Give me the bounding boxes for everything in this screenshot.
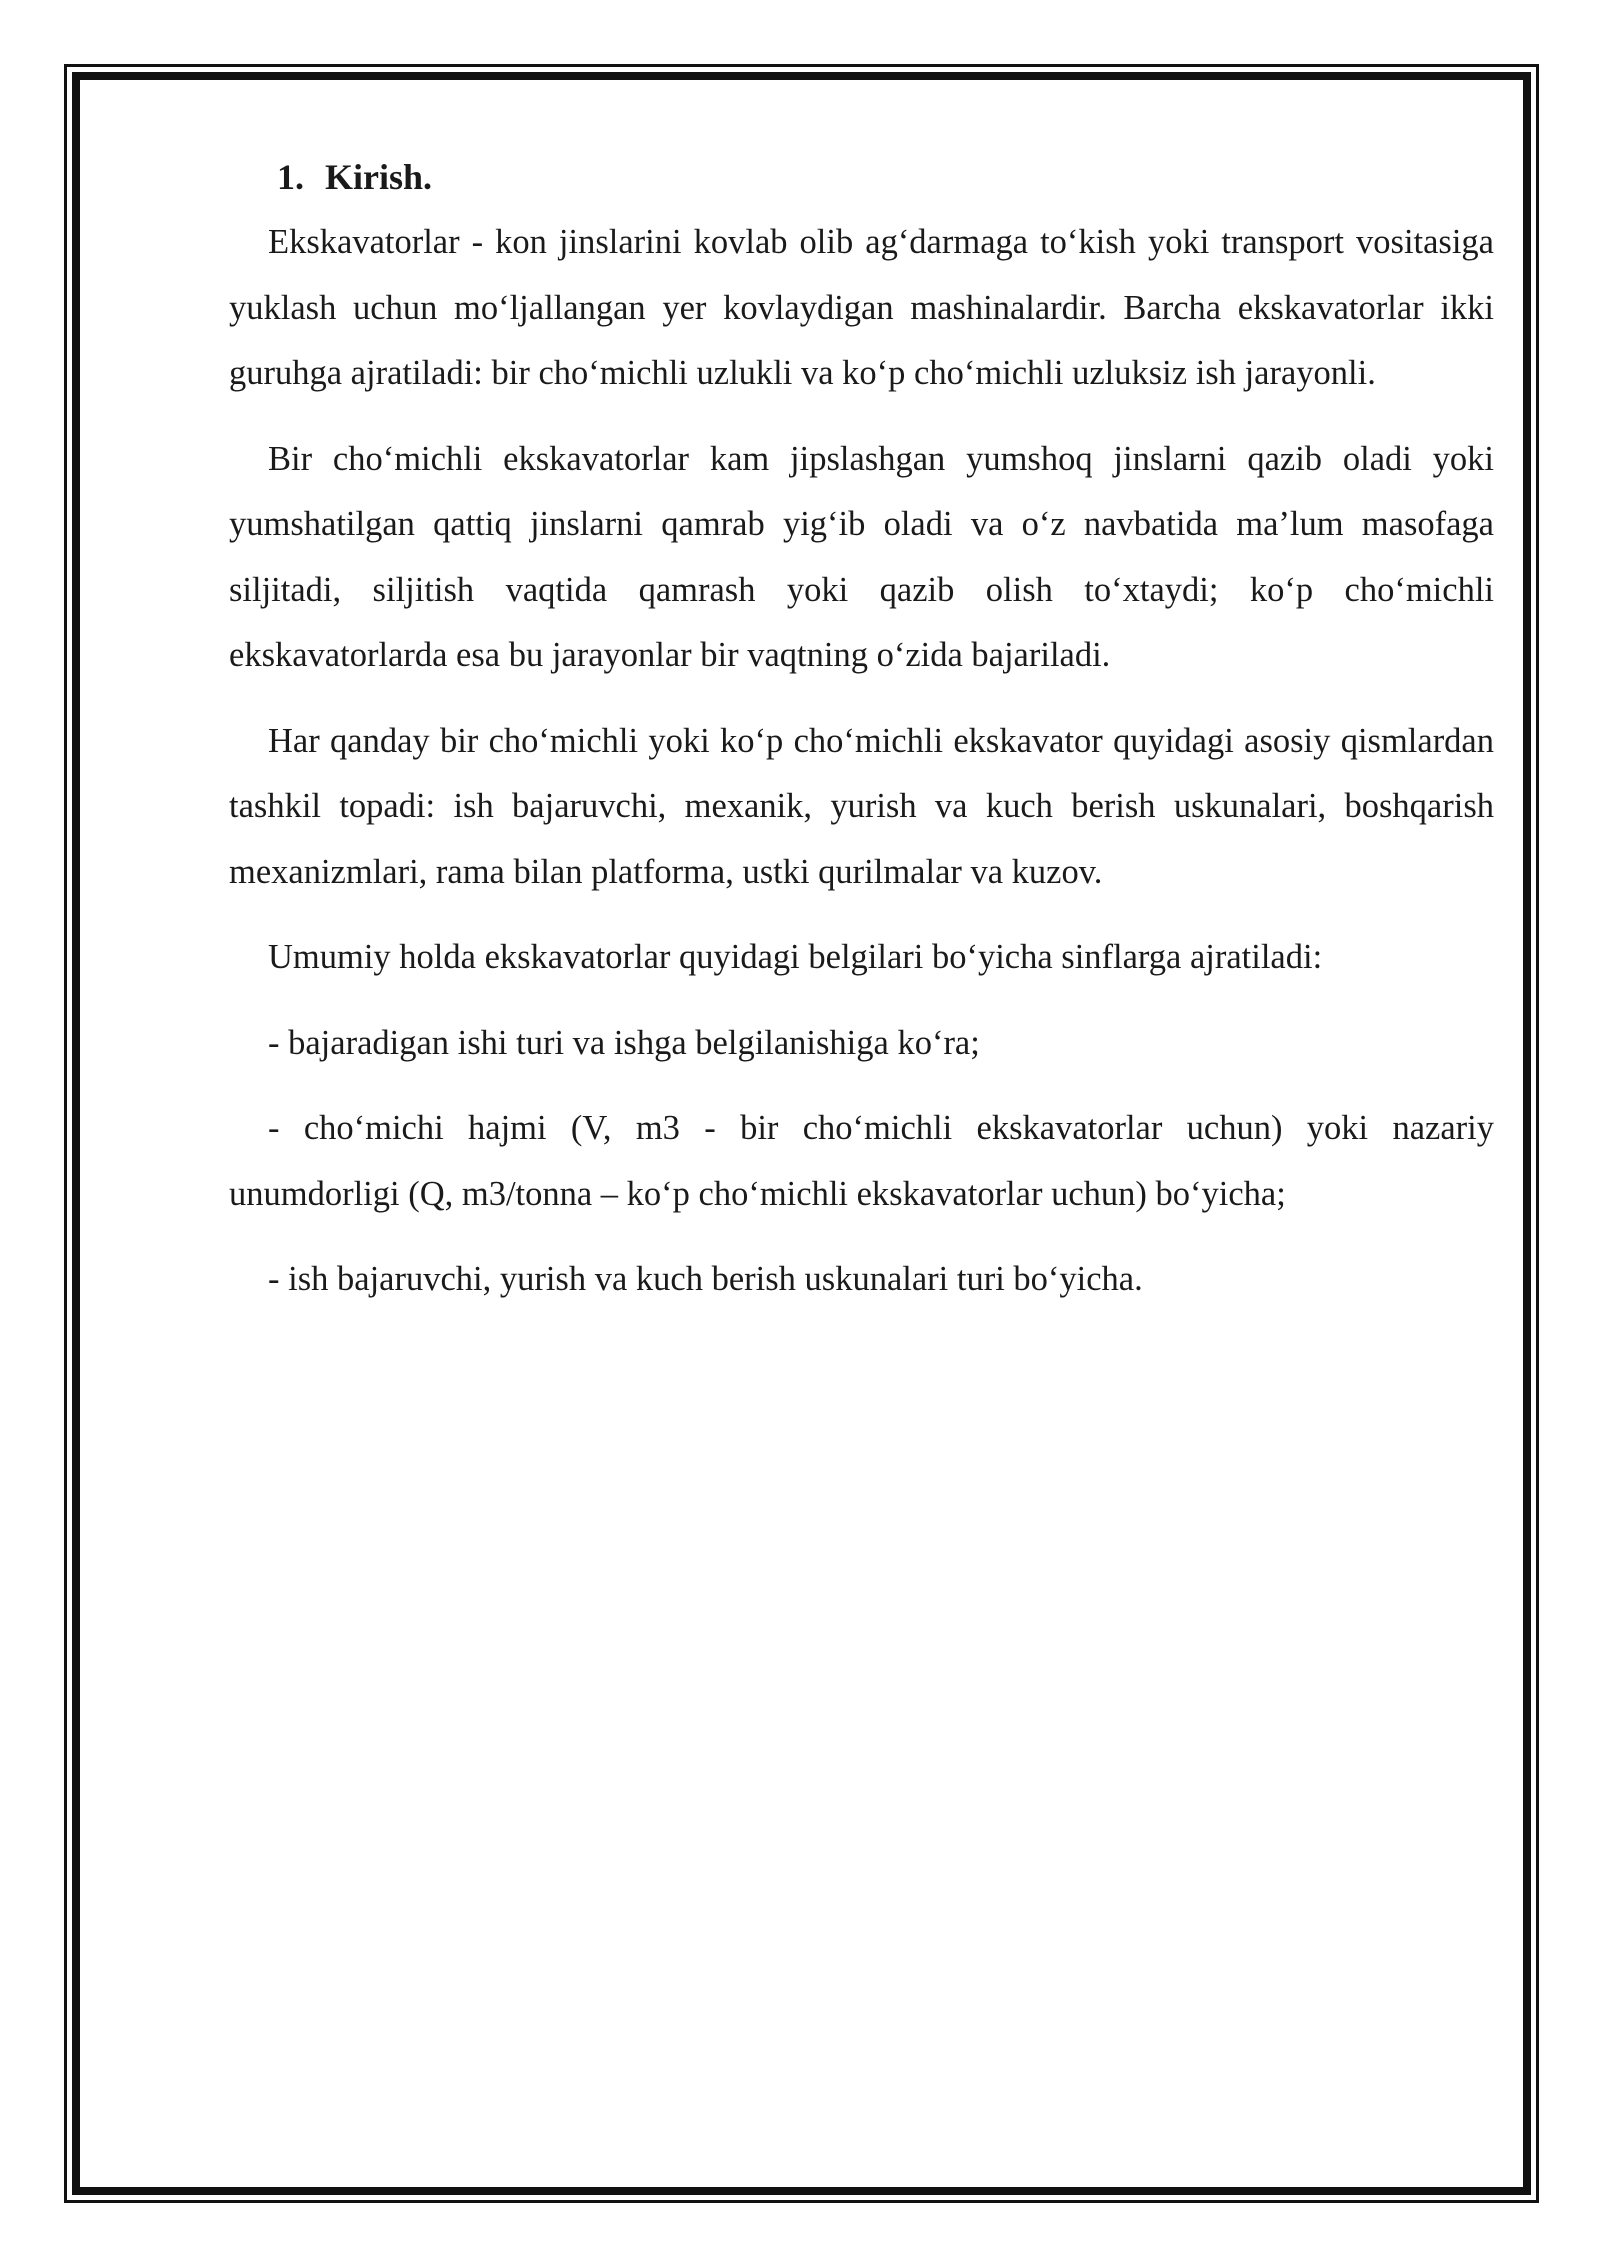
list-item-equipment-type: - ish bajaruvchi, yurish va kuch berish uskunalari turi bo‘yicha. (268, 1260, 1143, 1298)
list-item-bucket-volume: - cho‘michi hajmi (V, m3 - bir cho‘michli ekskavatorlar uchun) yoki nazariy unumdorligi (Q, m3/tonna – ko‘p cho‘michli ekskavatorlar uchun) bo‘yicha; (229, 1109, 1494, 1213)
section-heading (277, 150, 1494, 204)
paragraph-definition: Ekskavatorlar - kon jinslarini kovlab olib ag‘darmaga to‘kish yoki transport vositasiga yuklash uchun mo‘ljallangan yer kovlaydigan mashinalardir. Barcha ekskavatorlar ikki guruhga ajratiladi: bir cho‘michli uzlukli va ko‘p cho‘michli uzluksiz ish jarayonli. (229, 223, 1494, 392)
paragraph-single-bucket: Bir cho‘michli ekskavatorlar kam jipslashgan yumshoq jinslarni qazib oladi yoki yumshatilgan qattiq jinslarni qamrab yig‘ib oladi va o‘z navbatida ma’lum masofaga siljitadi, siljitish vaqtida qamrash yoki qazib olish to‘xtaydi; ko‘p cho‘michli ekskavatorlarda esa bu jarayonlar bir vaqtning o‘zida bajariladi. (229, 439, 1494, 674)
paragraph-classification-intro: Umumiy holda ekskavatorlar quyidagi belgilari bo‘yicha sinflarga ajratiladi: (268, 938, 1323, 976)
section-number: 1. (277, 157, 304, 197)
list-item-work-type: - bajaradigan ishi turi va ishga belgilanishiga ko‘ra; (268, 1023, 980, 1062)
section-title: Kirish. (325, 157, 433, 197)
document-body (229, 150, 1494, 1333)
paragraph-main-parts: Har qanday bir cho‘michli yoki ko‘p cho‘michli ekskavator quyidagi asosiy qismlardan tashkil topadi: ish bajaruvchi, mexanik, yurish va kuch berish uskunalari, boshqarish mexanizmlari, rama bilan platforma, ustki qurilmalar va kuzov. (229, 721, 1494, 891)
